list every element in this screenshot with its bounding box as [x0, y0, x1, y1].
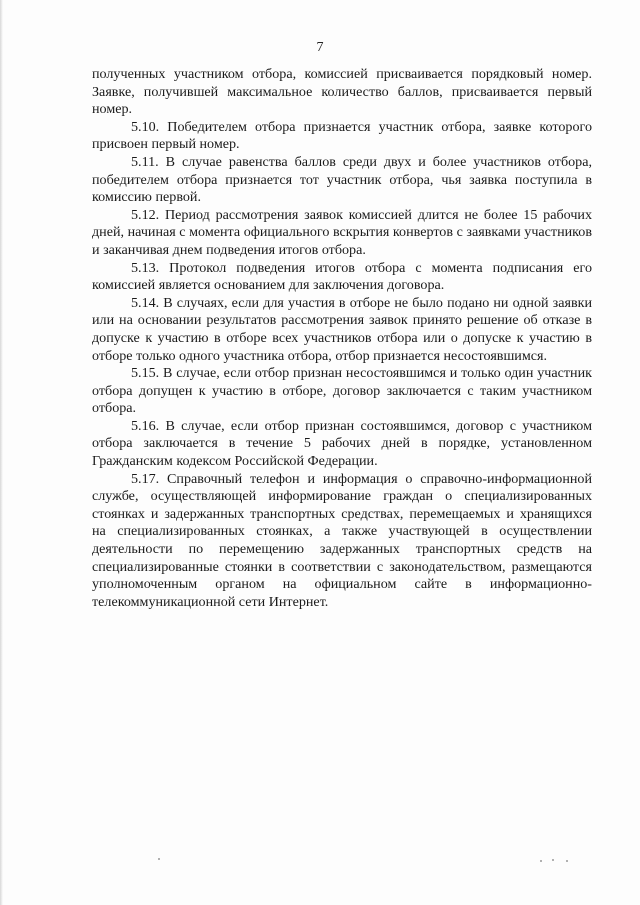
paragraph-5-13: 5.13. Протокол подведения итогов отбора с момента подписания его комиссией является основанием для заключения договора.: [92, 259, 592, 294]
scan-speck: [540, 860, 542, 862]
scan-edge: [0, 0, 3, 905]
paragraph-5-12: 5.12. Период рассмотрения заявок комиссией длится не более 15 рабочих дней, начиная с момента официального вскрытия конвертов с заявками участников и заканчивая днем подведения итогов отбора.: [92, 206, 592, 258]
paragraph-5-15: 5.15. В случае, если отбор признан несостоявшимся и только один участник отбора допущен к участию в отборе, договор заключается с таким участником отбора.: [92, 365, 592, 417]
paragraph-5-10: 5.10. Победителем отбора признается участник отбора, заявке которого присвоен первый номер.: [92, 118, 592, 153]
paragraph-5-14: 5.14. В случаях, если для участия в отборе не было подано ни одной заявки или на основании результатов рассмотрения заявок принято решение об отказе в допуске к участию в отборе всех участников отбора или о допуске к участию в отборе только одного участника отбора, отбор признается несостоявшимся.: [92, 294, 592, 364]
page-number: 7: [316, 40, 324, 55]
document-body: [92, 66, 592, 611]
paragraph-5-16: 5.16. В случае, если отбор признан состоявшимся, договор с участником отбора заключается в течение 5 рабочих дней в порядке, установленном Гражданским кодексом Российской Федерации.: [92, 417, 592, 470]
scan-speck: [552, 859, 554, 861]
paragraph-continuation: полученных участником отбора, комиссией присваивается порядковый номер. Заявке, получившей максимальное количество баллов, присваивается первый номер.: [92, 66, 592, 118]
paragraph-5-11: 5.11. В случае равенства баллов среди двух и более участников отбора, победителем отбора признается тот участник отбора, чья заявка поступила в комиссию первой.: [92, 153, 592, 206]
scan-speck: [566, 860, 568, 862]
scan-speck: [158, 858, 160, 860]
paragraph-5-17: 5.17. Справочный телефон и информация о справочно-информационной службе, осуществляющей информирование граждан о специализированных стоянках и задержанных транспортных средствах, перемещаемых и хранящихся на специализированных стоянках, а также участвующей в осуществлении деятельности по перемещению задержанных транспортных средств на специализированные стоянки в соответствии с законодательством, размещаются уполномоченным органом на официальном сайте в информационно-телекоммуникационной сети Интернет.: [92, 470, 592, 610]
